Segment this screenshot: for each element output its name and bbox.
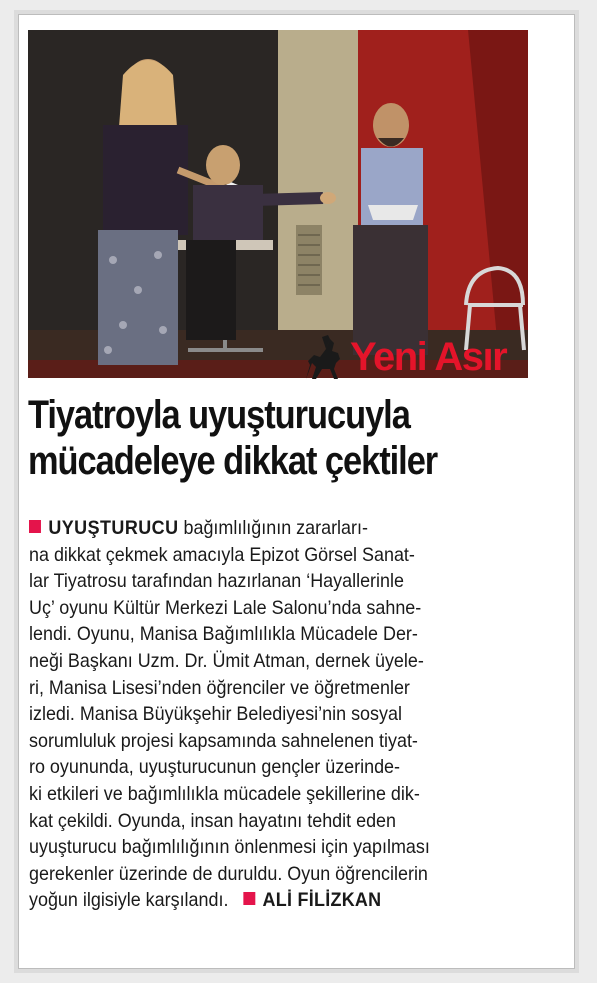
article-line: sorumluluk projesi kapsamında sahnelenen tiyat- [29, 729, 418, 752]
headline [28, 392, 471, 484]
bullet-square-icon [243, 892, 255, 905]
article-text: bağımlılığının zararları- [178, 517, 368, 539]
headline-line-2: mücadeleye dikkat çektiler [28, 439, 438, 483]
article-line: Uç’ oyunu Kültür Merkezi Lale Salonu’nda sahne- [29, 596, 422, 619]
newspaper-logo [300, 333, 540, 383]
article-line: uyuşturucu bağımlılığının önlenmesi için yapılması [29, 836, 430, 859]
headline-line-1: Tiyatroyla uyuşturucuyla [28, 393, 410, 437]
author-name: ALİ FİLİZKAN [262, 889, 382, 912]
article-line [29, 515, 507, 542]
stage-photo [28, 30, 528, 378]
article-line: na dikkat çekmek amacıyla Epizot Görsel Sanat- [29, 543, 415, 566]
bullet-square-icon [29, 520, 41, 533]
lead-word: UYUŞTURUCU [48, 517, 179, 539]
article-body [29, 515, 549, 914]
article-line: izledi. Manisa Büyükşehir Belediyesi’nin sosyal [29, 703, 402, 726]
article-line [29, 887, 507, 914]
newspaper-name: Yeni Asır [350, 335, 507, 379]
article-line: ro oyununda, uyuşturucunun gençler üzerinde- [29, 756, 401, 779]
article-text: yoğun ilgisiyle karşılandı. [29, 889, 229, 912]
article-line: lendi. Oyunu, Manisa Bağımlılıkla Mücadele Der- [29, 623, 418, 646]
article-line: ri, Manisa Lisesi’nden öğrenciler ve öğretmenler [29, 676, 410, 699]
article-line: gerekenler üzerinde de duruldu. Oyun öğrencilerin [29, 862, 428, 885]
article-line: ki etkileri ve bağımlılıkla mücadele şekillerine dik- [29, 782, 420, 805]
article-line: lar Tiyatrosu tarafından hazırlanan ‘Hayallerinle [29, 570, 404, 593]
stage-photo-icon [28, 30, 528, 378]
horse-rider-icon [300, 333, 348, 383]
article-line: neği Başkanı Uzm. Dr. Ümit Atman, dernek üyele- [29, 649, 424, 672]
article-line: kat çekildi. Oyunda, insan hayatını tehdit eden [29, 809, 397, 832]
